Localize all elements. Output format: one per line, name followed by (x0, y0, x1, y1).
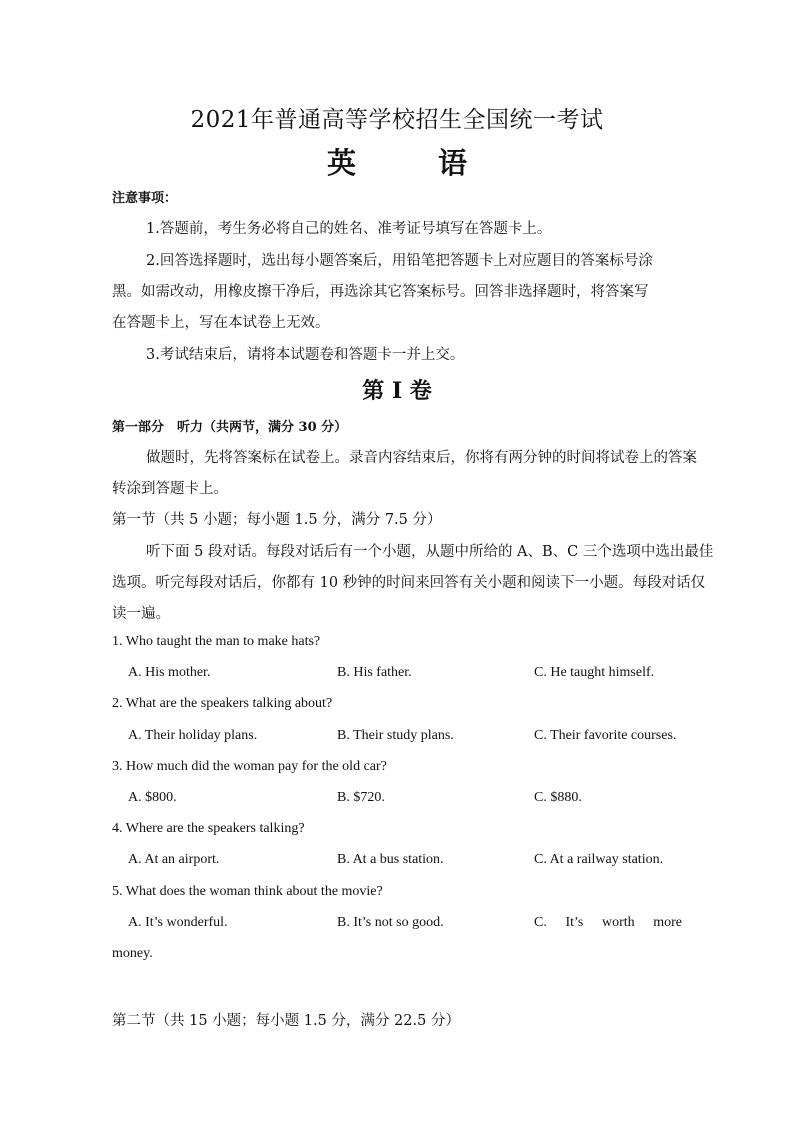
exam-title: 2021年普通高等学校招生全国统一考试 (190, 107, 604, 133)
question-4-option-c: C. At a railway station. (534, 852, 664, 867)
question-2-option-a: A. Their holiday plans. (128, 728, 258, 743)
section1-instruction-line-1: 听下面 5 段对话。每段对话后有一个小题，从题中所给的 A、B、C 三个选项中选出最佳 (146, 544, 714, 560)
question-5-option-c (534, 915, 682, 931)
part1-heading: 第一部分 听力（共两节，满分 30 分） (112, 420, 348, 435)
section1-instruction-line-2: 选项。听完每段对话后，你都有 10 秒钟的时间来回答有关小题和阅读下一小题。每段对话仅 (112, 575, 706, 591)
question-1-option-b: B. His father. (337, 665, 412, 680)
question-2-option-c: C. Their favorite courses. (534, 728, 677, 743)
note-item-2-line-2: 黑。如需改动，用橡皮擦干净后，再选涂其它答案标号。回答非选择题时，将答案写 (112, 284, 649, 300)
note-item-3: 3.考试结束后，请将本试题卷和答题卡一并上交。 (146, 347, 465, 363)
question-5-option-c-continued: money. (112, 946, 153, 961)
question-3-option-b: B. $720. (337, 790, 385, 805)
question-3: 3. How much did the woman pay for the old car? (112, 759, 387, 774)
question-5: 5. What does the woman think about the movie? (112, 884, 383, 899)
question-3-option-a: A. $800. (128, 790, 177, 805)
note-item-2-line-3: 在答题卡上，写在本试卷上无效。 (112, 315, 330, 331)
question-5-option-c-word: more (653, 915, 682, 930)
question-5-option-a: A. It’s wonderful. (128, 915, 228, 930)
part1-intro-line-1: 做题时，先将答案标在试卷上。录音内容结束后，你将有两分钟的时间将试卷上的答案 (146, 450, 697, 466)
question-4-option-a: A. At an airport. (128, 852, 220, 867)
volume-heading: 第 I 卷 (362, 378, 432, 404)
notes-heading: 注意事项： (112, 191, 178, 206)
question-5-option-c-word: worth (601, 915, 635, 930)
part1-intro-line-2: 转涂到答题卡上。 (112, 481, 228, 497)
question-3-option-c: C. $880. (534, 790, 582, 805)
question-5-option-c-word: C. (534, 915, 547, 930)
question-1-option-a: A. His mother. (128, 665, 211, 680)
question-5-option-c-word: It’s (565, 915, 584, 930)
section1-instruction-line-3: 读一遍。 (112, 606, 170, 622)
section2-heading: 第二节（共 15 小题；每小题 1.5 分，满分 22.5 分） (112, 1013, 460, 1029)
question-1: 1. Who taught the man to make hats? (112, 634, 321, 649)
note-item-2-line-1: 2.回答选择题时，选出每小题答案后，用铅笔把答题卡上对应题目的答案标号涂 (146, 253, 653, 269)
section1-heading: 第一节（共 5 小题；每小题 1.5 分，满分 7.5 分） (112, 512, 442, 528)
question-2-option-b: B. Their study plans. (337, 728, 454, 743)
note-item-1: 1.答题前，考生务必将自己的姓名、准考证号填写在答题卡上。 (146, 221, 552, 237)
question-2: 2. What are the speakers talking about? (112, 696, 333, 711)
question-4: 4. Where are the speakers talking? (112, 821, 305, 836)
question-1-option-c: C. He taught himself. (534, 665, 655, 680)
question-4-option-b: B. At a bus station. (337, 852, 444, 867)
subject-title: 英 语 (326, 146, 504, 180)
question-5-option-b: B. It’s not so good. (337, 915, 444, 930)
